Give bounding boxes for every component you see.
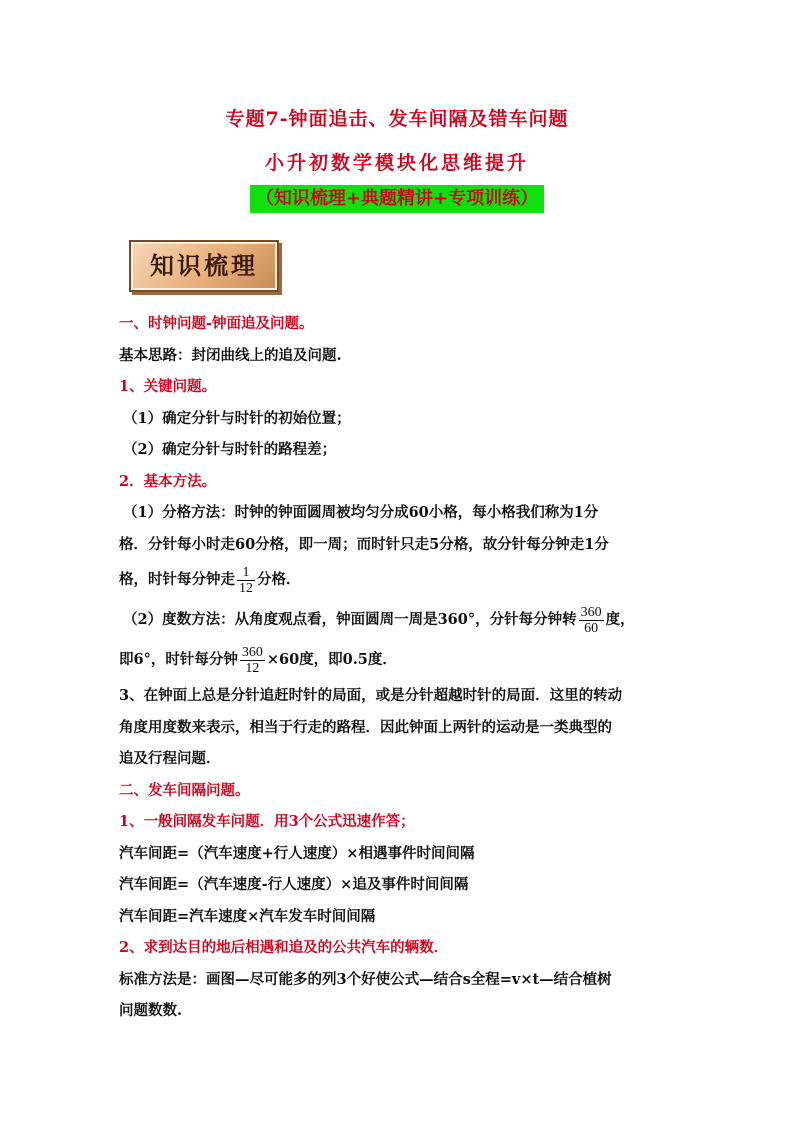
subtitle-highlight: （知识梳理+典题精讲+专项训练） [250,185,544,213]
document-subtitle: 小升初数学模块化思维提升 [264,152,529,174]
document-body [119,308,679,1027]
fraction-360-60 [579,605,604,636]
section-banner: 知识梳理 [129,240,279,292]
standard-method-a: 标准方法是：画图—尽可能多的列3个好使公式—结合s全程=v×t—结合植树 [119,970,612,988]
method2-line-a-pre: （2）度数方法：从角度观点看，钟面圆周一周是360°，分针每分钟转 [123,611,577,628]
basic-idea: 基本思路：封闭曲线上的追及问题. [119,346,342,364]
fraction-denominator: 12 [245,660,260,676]
key-point-2: （2）确定分针与时针的路程差； [123,441,337,458]
fraction-numerator: 360 [580,604,602,620]
standard-method-b: 问题数数. [119,1002,183,1019]
method2-line-b-post: ×60度，即0.5度． [266,651,397,668]
method2-line-a-post: 度， [605,611,635,628]
formula-3: 汽车间距=汽车速度×汽车发车时间间隔 [119,907,376,925]
method1-line-c-pre: 格，时针每分钟走 [119,571,235,588]
fraction-360-12 [240,645,265,676]
method1-line-b: 格．分针每小时走60分格，即一周；而时针只走5分格，故分针每分钟走1分 [119,535,609,553]
method-heading: 2．基本方法。 [119,472,217,490]
section2-sub2: 2、求到达目的地后相遇和追及的公共汽车的辆数． [119,939,449,956]
key-heading: 1、关键问题。 [119,378,217,395]
section1-heading: 一、时钟问题-钟面追及问题。 [119,315,314,332]
subtitle-highlight-row [0,185,794,213]
method2-line-a [119,600,679,640]
method2-line-b [119,640,679,680]
fraction-numerator: 360 [241,644,263,660]
fraction-denominator: 12 [239,580,253,596]
method1-line-a: （1）分格方法：时钟的钟面圆周被均匀分成60小格，每小格我们称为1分 [123,504,599,521]
section2-heading: 二、发车间隔问题。 [119,781,250,799]
fraction-1-12 [237,565,255,596]
formula-2: 汽车间距=（汽车速度-行人速度）×追及事件时间间隔 [119,876,469,893]
key-point-1: （1）确定分针与时针的初始位置； [123,409,351,427]
point3-line-a: 3、在钟面上总是分针追赶时针的局面，或是分针超越时针的局面．这里的转动 [119,687,623,704]
fraction-denominator: 60 [584,620,599,636]
method1-line-c-post: 分格． [257,571,301,588]
method2-line-b-pre: 即6°，时针每分钟 [119,651,238,668]
section2-sub1: 1、一般间隔发车问题．用3个公式迅速作答； [119,813,415,830]
method1-line-c [119,560,679,600]
fraction-numerator: 1 [237,565,255,581]
document-title: 专题7-钟面追击、发车间隔及错车问题 [225,108,569,130]
formula-1: 汽车间距=（汽车速度+行人速度）×相遇事件时间间隔 [119,844,475,862]
point3-line-c: 追及行程问题． [119,750,221,767]
point3-line-b: 角度用度数来表示，相当于行走的路程．因此钟面上两针的运动是一类典型的 [119,718,612,736]
